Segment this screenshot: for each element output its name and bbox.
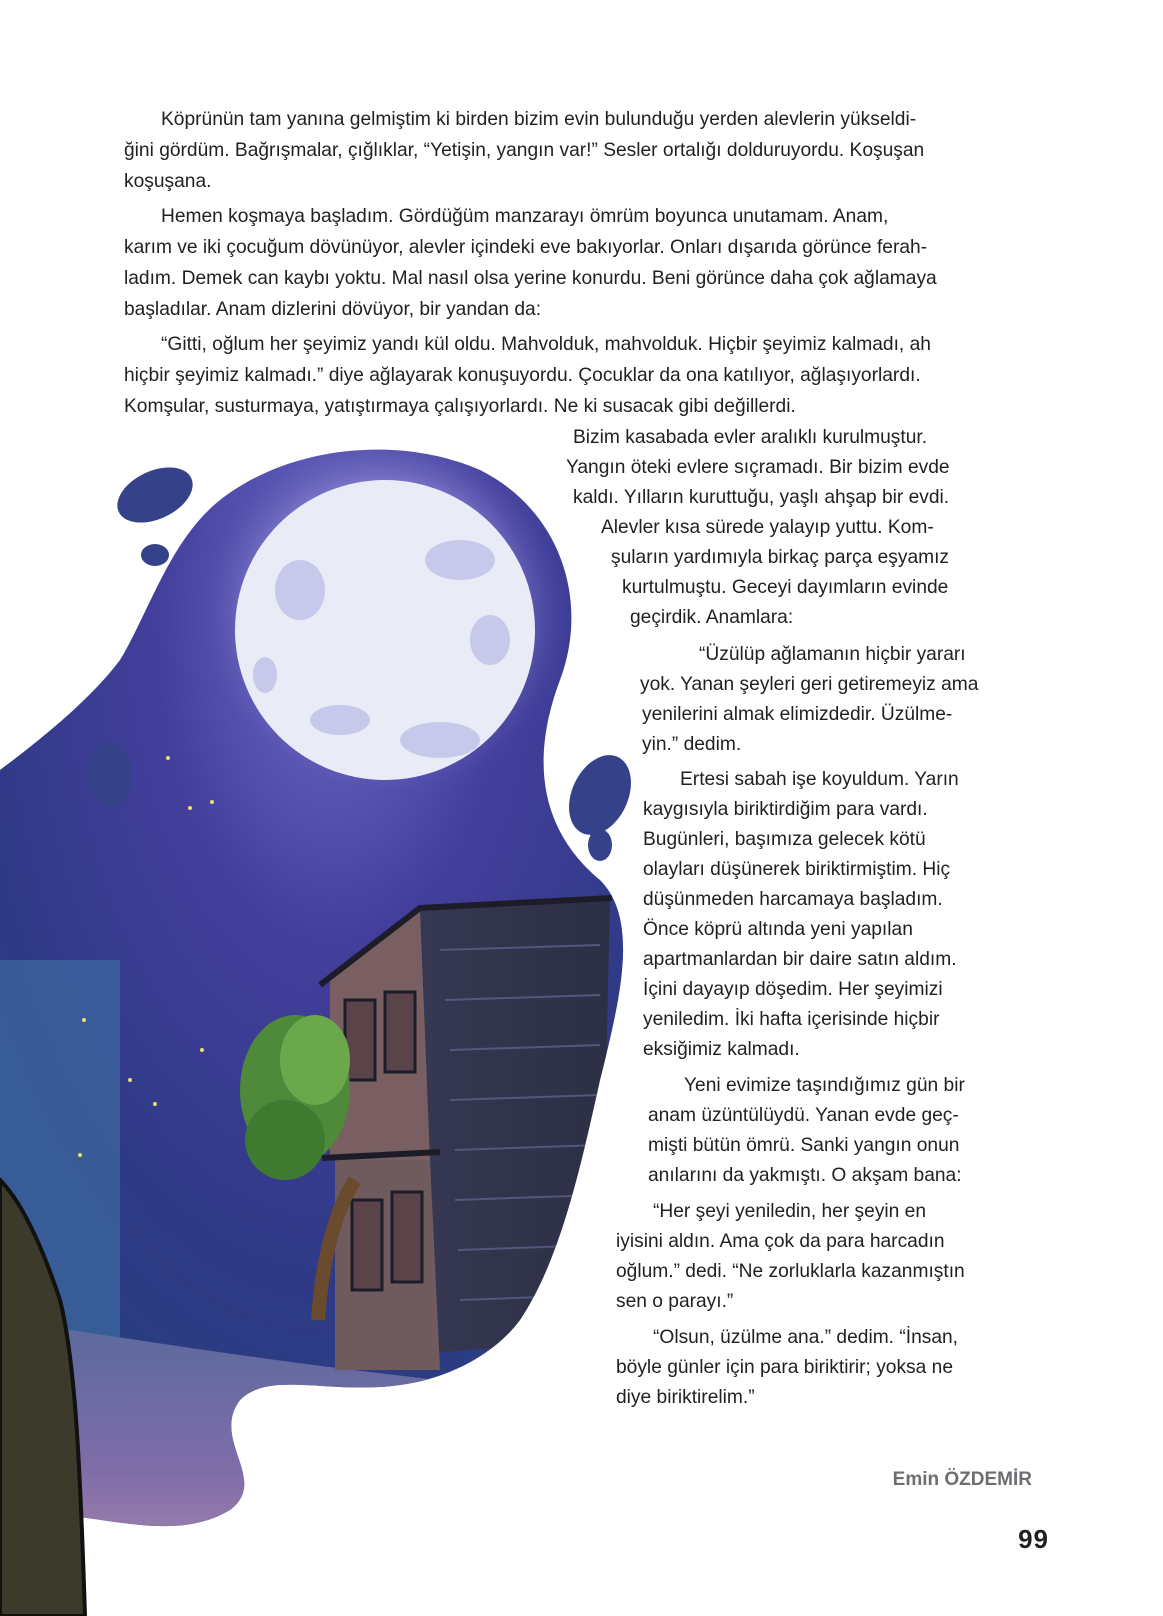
text-line: yin.” dedim. — [642, 734, 742, 755]
full-moon — [235, 480, 535, 780]
text-line: ladım. Demek can kaybı yoktu. Mal nasıl olsa yerine konurdu. Beni görünce daha çok ağlamaya — [124, 268, 937, 289]
text-line: anam üzüntülüydü. Yanan evde geç- — [648, 1105, 959, 1126]
text-line: ğini gördüm. Bağrışmalar, çığlıklar, “Yetişin, yangın var!” Sesler ortalığı dolduruyordu. Koşuşan — [124, 140, 925, 161]
text-line: yenilerini almak elimizdedir. Üzülme- — [642, 704, 953, 725]
text-line: hiçbir şeyimiz kalmadı.” diye ağlayarak konuşuyordu. Çocuklar da ona katılıyor, ağlaşıyorlardı. — [124, 365, 921, 386]
text-line: mişti bütün ömrü. Sanki yangın onun — [648, 1135, 960, 1156]
text-line: “Üzülüp ağlamanın hiçbir yararı — [699, 644, 966, 665]
text-line: kaygısıyla biriktirdiğim para vardı. — [643, 799, 928, 820]
text-line: apartmanlardan bir daire satın aldım. — [643, 949, 957, 970]
author-name: Emin ÖZDEMİR — [892, 1469, 1032, 1490]
text-line: olayları düşünerek biriktirmiştim. Hiç — [643, 859, 951, 880]
text-line: oğlum.” dedi. “Ne zorluklarla kazanmıştın — [616, 1261, 965, 1282]
text-line: İçini dayayıp döşedim. Her şeyimizi — [643, 979, 943, 1000]
text-line: Önce köprü altında yeni yapılan — [643, 919, 913, 940]
text-line: “Gitti, oğlum her şeyimiz yandı kül oldu. Mahvolduk, mahvolduk. Hiçbir şeyimiz kalmadı, ah — [161, 334, 931, 355]
text-line: geçirdik. Anamlara: — [630, 607, 794, 628]
text-line: kaldı. Yılların kuruttuğu, yaşlı ahşap bir evdi. — [573, 487, 950, 508]
text-line: başladılar. Anam dizlerini dövüyor, bir yandan da: — [124, 299, 542, 320]
text-line: şuların yardımıyla birkaç parça eşyamız — [611, 547, 950, 568]
text-line: Bizim kasabada evler aralıklı kurulmuştur. — [573, 427, 928, 448]
text-line: Köprünün tam yanına gelmiştim ki birden bizim evin bulunduğu yerden alevlerin yükseldi- — [161, 109, 917, 130]
text-line: koşuşana. — [124, 171, 212, 192]
text-line: diye biriktirelim.” — [616, 1387, 755, 1408]
text-line: Yeni evimize taşındığımız gün bir — [684, 1075, 965, 1096]
text-line: anılarını da yakmıştı. O akşam bana: — [648, 1165, 962, 1186]
text-line: kurtulmuştu. Geceyi dayımların evinde — [622, 577, 949, 598]
text-line: yok. Yanan şeyleri geri getiremeyiz ama — [640, 674, 979, 695]
text-line: Hemen koşmaya başladım. Gördüğüm manzarayı ömrüm boyunca unutamam. Anam, — [161, 206, 889, 227]
page-number: 99 — [1018, 1524, 1049, 1554]
text-line: sen o parayı.” — [616, 1291, 734, 1312]
text-line: böyle günler için para biriktirir; yoksa ne — [616, 1357, 953, 1378]
night-house-illustration — [0, 440, 640, 1616]
text-line: Komşular, susturmaya, yatıştırmaya çalışıyorlardı. Ne ki susacak gibi değillerdi. — [124, 396, 796, 417]
text-line: “Her şeyi yeniledin, her şeyin en — [653, 1201, 927, 1222]
text-line: Bugünleri, başımıza gelecek kötü — [643, 829, 926, 850]
text-line: iyisini aldın. Ama çok da para harcadın — [616, 1231, 945, 1252]
text-line: Alevler kısa sürede yalayıp yuttu. Kom- — [601, 517, 934, 538]
text-line: karım ve iki çocuğum dövünüyor, alevler içindeki eve bakıyorlar. Onları dışarıda görünce ferah- — [124, 237, 928, 258]
text-line: yeniledim. İki hafta içerisinde hiçbir — [643, 1009, 940, 1030]
text-line: “Olsun, üzülme ana.” dedim. “İnsan, — [653, 1327, 959, 1348]
text-line: Ertesi sabah işe koyuldum. Yarın — [680, 769, 959, 790]
text-line: düşünmeden harcamaya başladım. — [643, 889, 943, 910]
text-line: Yangın öteki evlere sıçramadı. Bir bizim evde — [566, 457, 950, 478]
house-drawing — [320, 898, 612, 1370]
text-line: eksiğimiz kalmadı. — [643, 1039, 800, 1060]
